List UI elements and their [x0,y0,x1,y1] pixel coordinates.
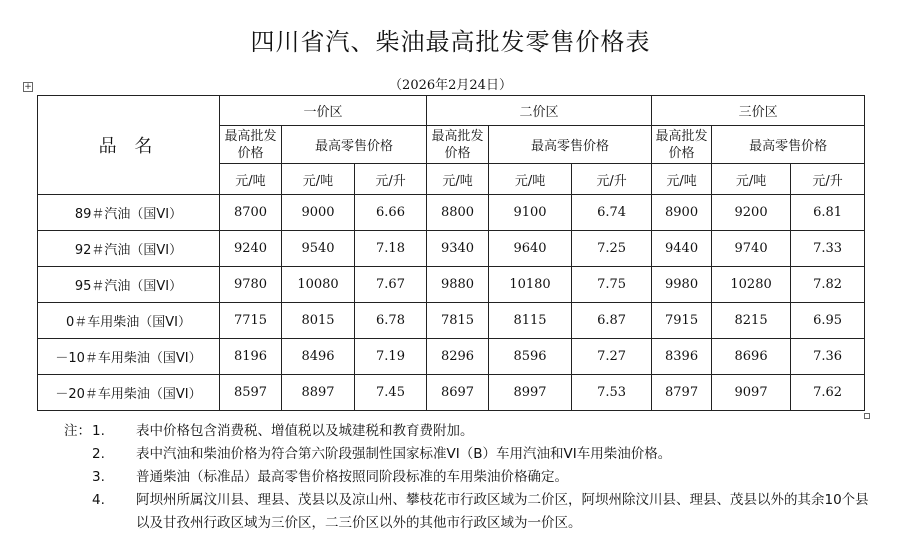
table-resize-handle-icon[interactable] [864,413,870,419]
price-cell: 6.78 [355,303,427,339]
page-title: 四川省汽、柴油最高批发零售价格表 [250,28,651,56]
table-row [38,267,865,303]
price-cell: 9780 [220,267,282,303]
price-cell: 7.33 [791,231,865,267]
price-cell: 9880 [427,267,489,303]
price-cell: 7.45 [355,375,427,411]
note-text: 普通柴油（标准品）最高零售价格按照同阶段标准的车用柴油价格确定。 [136,469,568,485]
wholesale-header-3: 最高批发价格 [652,126,712,164]
product-name-cell: －20＃车用柴油（国VI） [38,375,220,411]
note-text: 表中价格包含消费税、增值税以及城建税和教育费附加。 [136,423,474,439]
price-cell: 9640 [489,231,572,267]
table-row [38,195,865,231]
price-cell: 9340 [427,231,489,267]
price-cell: 8596 [489,339,572,375]
price-cell: 8997 [489,375,572,411]
price-cell: 8697 [427,375,489,411]
region-header-row [38,96,865,126]
price-cell: 9000 [282,195,355,231]
retail-header-2: 最高零售价格 [489,126,652,164]
price-cell: 8015 [282,303,355,339]
price-cell: 6.81 [791,195,865,231]
price-cell: 8900 [652,195,712,231]
price-cell: 7.62 [791,375,865,411]
price-cell: 7715 [220,303,282,339]
price-cell: 8196 [220,339,282,375]
price-cell: 7.82 [791,267,865,303]
price-cell: 8797 [652,375,712,411]
price-cell: 7.36 [791,339,865,375]
region-header-3: 三价区 [652,96,865,126]
note-number: 3. [92,469,105,485]
unit-cell: 元/吨 [652,164,712,195]
wholesale-header-2: 最高批发价格 [427,126,489,164]
price-cell: 8396 [652,339,712,375]
price-cell: 7.18 [355,231,427,267]
price-cell: 8296 [427,339,489,375]
price-cell: 8696 [712,339,791,375]
note-text: 阿坝州所属汶川县、理县、茂县以及凉山州、攀枝花市行政区域为二价区，阿坝州除汶川县、理县、茂县以外的其余10个县以及甘孜州行政区域为三价区，二三价区以外的其他市行政区域为一价区。 [136,492,869,531]
note-item [64,489,874,535]
price-cell: 10180 [489,267,572,303]
price-cell: 8597 [220,375,282,411]
price-cell: 6.95 [791,303,865,339]
region-header-1: 一价区 [220,96,427,126]
date-line: （2026年2月24日） [389,78,512,93]
product-name-header: 品 名 [38,96,220,195]
price-cell: 7.25 [572,231,652,267]
price-cell: 10080 [282,267,355,303]
product-name-cell: 92＃汽油（国VI） [38,231,220,267]
unit-cell: 元/吨 [220,164,282,195]
price-cell: 10280 [712,267,791,303]
retail-header-1: 最高零售价格 [282,126,427,164]
unit-cell: 元/吨 [712,164,791,195]
unit-cell: 元/升 [791,164,865,195]
product-name-cell: 0＃车用柴油（国VI） [38,303,220,339]
price-cell: 6.66 [355,195,427,231]
price-cell: 9980 [652,267,712,303]
note-item [64,466,874,489]
price-cell: 7.75 [572,267,652,303]
price-cell: 7815 [427,303,489,339]
note-number: 4. [92,492,105,508]
price-cell: 8215 [712,303,791,339]
product-name-cell: 95＃汽油（国VI） [38,267,220,303]
region-header-2: 二价区 [427,96,652,126]
price-cell: 7.19 [355,339,427,375]
product-name-cell: 89＃汽油（国VI） [38,195,220,231]
price-cell: 7.27 [572,339,652,375]
price-cell: 7.67 [355,267,427,303]
price-cell: 7.53 [572,375,652,411]
price-cell: 8115 [489,303,572,339]
price-cell: 8897 [282,375,355,411]
product-name-cell: －10＃车用柴油（国VI） [38,339,220,375]
notes-label: 注： [64,423,91,439]
price-cell: 6.74 [572,195,652,231]
table-move-handle-icon[interactable]: + [24,82,32,92]
note-item [64,443,874,466]
price-cell: 8800 [427,195,489,231]
price-table [37,95,865,411]
retail-header-3: 最高零售价格 [712,126,865,164]
note-number: 1. [92,423,105,439]
note-number: 2. [92,446,105,462]
price-cell: 7915 [652,303,712,339]
price-cell: 9097 [712,375,791,411]
price-cell: 9540 [282,231,355,267]
price-cell: 9440 [652,231,712,267]
unit-cell: 元/吨 [489,164,572,195]
table-row [38,375,865,411]
price-cell: 6.87 [572,303,652,339]
table-row [38,339,865,375]
note-text: 表中汽油和柴油价格为符合第六阶段强制性国家标准VI（B）车用汽油和VI车用柴油价格。 [136,446,672,462]
price-cell: 8496 [282,339,355,375]
notes-section [64,420,874,535]
note-item [64,420,874,443]
table-row [38,303,865,339]
price-cell: 8700 [220,195,282,231]
price-cell: 9100 [489,195,572,231]
table-row [38,231,865,267]
price-cell: 9740 [712,231,791,267]
unit-cell: 元/吨 [282,164,355,195]
unit-cell: 元/升 [572,164,652,195]
price-cell: 9240 [220,231,282,267]
wholesale-header-1: 最高批发价格 [220,126,282,164]
unit-cell: 元/吨 [427,164,489,195]
unit-cell: 元/升 [355,164,427,195]
price-cell: 9200 [712,195,791,231]
